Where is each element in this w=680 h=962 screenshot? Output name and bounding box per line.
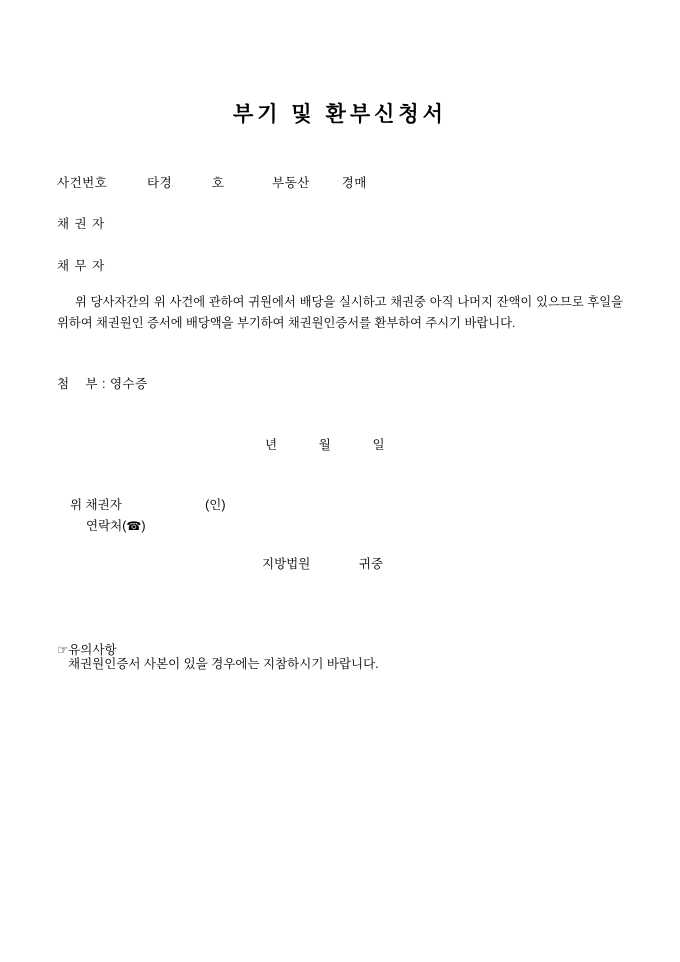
signature-creditor-line: 위 채권자 (인) bbox=[70, 498, 226, 512]
debtor-label: 채 무 자 bbox=[57, 259, 106, 273]
body-paragraph bbox=[57, 292, 623, 334]
signature-contact-line bbox=[86, 516, 146, 534]
page-title: 부기 및 환부신청서 bbox=[233, 103, 447, 126]
creditor-label: 채 권 자 bbox=[57, 217, 106, 231]
attachment-line: 첨 부 : 영수증 bbox=[57, 377, 148, 391]
case-number-line: 사건번호 타경 호 부동산 경매 bbox=[57, 176, 367, 190]
contact-close-paren: ) bbox=[141, 519, 146, 533]
contact-label: 연락처( bbox=[86, 519, 127, 533]
body-paragraph-text: 위 당사자간의 위 사건에 관하여 귀원에서 배당을 실시하고 채권중 아직 나머지 잔액이 있으므로 후일을 위하여 채권원인 증서에 배당액을 부기하여 채권원인증서를 환부하여 주시기 바랍니다. bbox=[57, 295, 623, 330]
telephone-icon: ☎ bbox=[126, 519, 142, 533]
notice-body-text: 채권원인증서 사본이 있을 경우에는 지참하시기 바랍니다. bbox=[68, 657, 379, 671]
date-line: 년 월 일 bbox=[265, 438, 385, 452]
pointing-hand-icon: ☞ bbox=[57, 643, 69, 657]
court-addressee-line: 지방법원 귀중 bbox=[262, 557, 384, 571]
notice-heading-text: 유의사항 bbox=[68, 643, 117, 657]
